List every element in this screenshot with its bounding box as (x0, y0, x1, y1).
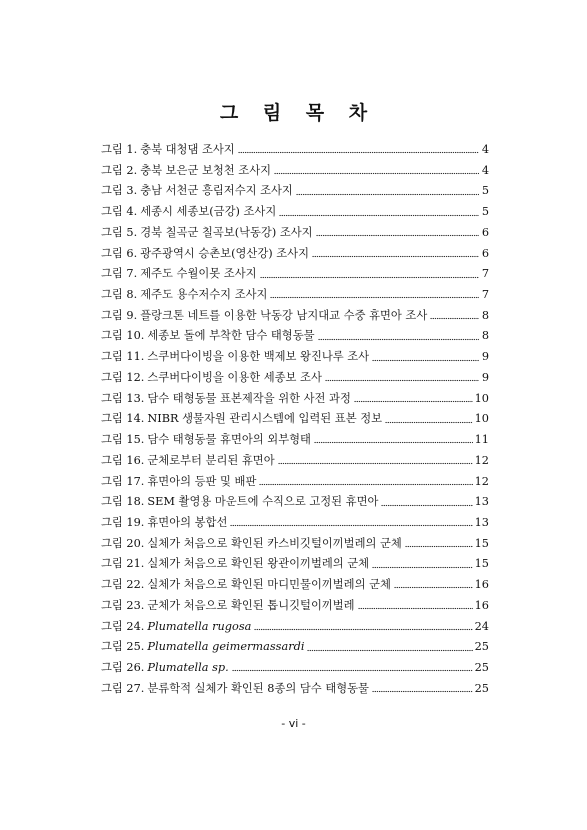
page-ref: 24 (474, 619, 489, 633)
figure-label: 그림 7. (101, 267, 138, 281)
figure-title: 세종시 세종보(금강) 조사지 (140, 205, 277, 219)
dot-leader (314, 438, 473, 444)
page-ref: 4 (481, 143, 489, 156)
toc-entry[interactable] (101, 596, 489, 617)
figure-label: 그림 19. (101, 515, 145, 529)
page-ref: 6 (481, 246, 489, 260)
figure-label: 그림 26. (101, 660, 145, 674)
page-ref: 8 (481, 308, 489, 322)
figure-label: 그림 15. (101, 433, 145, 447)
figure-title: 군체가 처음으로 확인된 톱니깃털이끼벌레 (147, 598, 355, 612)
page-ref: 25 (474, 660, 489, 674)
toc-entry[interactable] (101, 430, 489, 451)
toc-entry[interactable] (101, 306, 489, 327)
toc-entry[interactable] (101, 161, 489, 182)
toc-entry[interactable] (101, 534, 489, 555)
dot-leader (372, 563, 473, 569)
figure-title: 충남 서천군 흥림저수지 조사지 (140, 184, 293, 198)
toc-entry[interactable] (101, 658, 489, 679)
dot-leader (232, 666, 473, 672)
dot-leader (381, 501, 472, 507)
figure-label: 그림 13. (101, 391, 145, 405)
page-title: 그 림 목 차 (219, 102, 377, 124)
page-ref: 8 (481, 329, 489, 343)
figure-label: 그림 12. (101, 370, 145, 384)
dot-leader (238, 148, 479, 154)
dot-leader (354, 397, 473, 403)
figure-title: 담수 태형동물 표본제작을 위한 사전 과정 (147, 391, 351, 405)
dot-leader (430, 314, 479, 320)
dot-leader (316, 231, 479, 237)
dot-leader (372, 687, 473, 693)
figure-title: SEM 촬영용 마운트에 수직으로 고정된 휴면아 (147, 495, 379, 509)
toc-entry[interactable] (101, 617, 489, 638)
toc-entry[interactable] (101, 368, 489, 389)
page-ref: 16 (474, 598, 489, 612)
figure-title: 제주도 용수저수지 조사지 (140, 288, 268, 302)
figure-title: NIBR 생물자원 관리시스템에 입력된 표본 정보 (147, 412, 383, 426)
figure-label: 그림 17. (101, 474, 145, 488)
figure-label: 그림 4. (101, 205, 138, 219)
dot-leader (372, 356, 479, 362)
page-number: - vi - (281, 717, 306, 730)
page-ref: 25 (474, 681, 489, 695)
figure-title: 경북 칠곡군 칠곡보(낙동강) 조사지 (140, 225, 313, 239)
dot-leader (259, 480, 472, 486)
toc-entry[interactable] (101, 492, 489, 513)
page-ref: 7 (481, 267, 489, 281)
toc-entry[interactable] (101, 326, 489, 347)
figure-title: 스쿠버다이빙을 이용한 세종보 조사 (147, 370, 322, 384)
figure-list (101, 140, 489, 699)
page-ref: 11 (474, 433, 489, 447)
figure-label: 그림 18. (101, 495, 145, 509)
figure-title: Plumatella sp. (147, 660, 229, 674)
toc-entry[interactable] (101, 264, 489, 285)
figure-label: 그림 9. (101, 308, 138, 322)
figure-label: 그림 10. (101, 329, 145, 343)
page-ref: 12 (474, 453, 489, 467)
figure-title: 제주도 수월이못 조사지 (140, 267, 257, 281)
toc-entry[interactable] (101, 244, 489, 265)
dot-leader (230, 521, 472, 527)
dot-leader (279, 211, 479, 217)
figure-label: 그림 20. (101, 536, 145, 550)
page-ref: 4 (481, 163, 489, 177)
page-ref: 9 (481, 350, 489, 364)
toc-entry[interactable] (101, 554, 489, 575)
figure-label: 그림 3. (101, 184, 138, 198)
toc-entry[interactable] (101, 451, 489, 472)
figure-title: 스쿠버다이빙을 이용한 백제보 왕진나루 조사 (147, 350, 370, 364)
toc-entry[interactable] (101, 637, 489, 658)
toc-entry[interactable] (101, 409, 489, 430)
figure-title: 충북 보은군 보청천 조사지 (140, 163, 272, 177)
page-ref: 15 (474, 536, 489, 550)
page-ref: 7 (481, 288, 489, 302)
toc-entry[interactable] (101, 389, 489, 410)
page-ref: 6 (481, 225, 489, 239)
page-ref: 10 (474, 412, 489, 426)
figure-label: 그림 21. (101, 557, 145, 571)
figure-label: 그림 6. (101, 246, 138, 260)
figure-label: 그림 22. (101, 578, 145, 592)
dot-leader (270, 293, 479, 299)
figure-title: 세종보 돌에 부착한 담수 태형동물 (147, 329, 315, 343)
page-ref: 5 (481, 205, 489, 219)
toc-entry[interactable] (101, 140, 489, 161)
toc-entry[interactable] (101, 285, 489, 306)
toc-entry[interactable] (101, 575, 489, 596)
toc-entry[interactable] (101, 513, 489, 534)
toc-entry[interactable] (101, 679, 489, 700)
dot-leader (254, 625, 472, 631)
page-ref: 16 (474, 578, 489, 592)
dot-leader (318, 335, 479, 341)
figure-title: 휴면아의 봉합선 (147, 515, 228, 529)
figure-title: Plumatella geimermassardi (147, 640, 305, 654)
figure-title: 실체가 처음으로 확인된 왕관이끼벌레의 군체 (147, 557, 370, 571)
toc-entry[interactable] (101, 347, 489, 368)
figure-label: 그림 24. (101, 619, 145, 633)
dot-leader (385, 418, 473, 424)
page-ref: 13 (474, 495, 489, 509)
figure-title: 담수 태형동물 휴면아의 외부형태 (147, 433, 311, 447)
figure-label: 그림 2. (101, 163, 138, 177)
page-ref: 5 (481, 184, 489, 198)
figure-title: 군체로부터 분리된 휴면아 (147, 453, 275, 467)
dot-leader (274, 169, 479, 175)
figure-label: 그림 27. (101, 681, 145, 695)
page-ref: 10 (474, 391, 489, 405)
dot-leader (325, 376, 479, 382)
dot-leader (358, 604, 473, 610)
toc-entry[interactable] (101, 181, 489, 202)
figure-label: 그림 5. (101, 225, 138, 239)
figure-title: 광주광역시 승촌보(영산강) 조사지 (140, 246, 309, 260)
toc-entry[interactable] (101, 202, 489, 223)
figure-label: 그림 23. (101, 598, 145, 612)
figure-label: 그림 25. (101, 640, 145, 654)
figure-title: 휴면아의 등판 및 배판 (147, 474, 257, 488)
dot-leader (312, 252, 479, 258)
dot-leader (405, 542, 473, 548)
page-ref: 15 (474, 557, 489, 571)
page-ref: 9 (481, 370, 489, 384)
figure-label: 그림 16. (101, 453, 145, 467)
figure-label: 그림 1. (101, 143, 138, 156)
figure-title: 실체가 처음으로 확인된 마디민물이끼벌레의 군체 (147, 578, 391, 592)
dot-leader (260, 273, 479, 279)
figure-title: 분류학적 실체가 확인된 8종의 담수 태형동물 (147, 681, 369, 695)
toc-entry[interactable] (101, 223, 489, 244)
dot-leader (394, 583, 473, 589)
figure-label: 그림 11. (101, 350, 145, 364)
page-ref: 12 (474, 474, 489, 488)
figure-title: 실체가 처음으로 확인된 카스비깃털이끼벌레의 군체 (147, 536, 402, 550)
figure-label: 그림 8. (101, 288, 138, 302)
figure-title: 충북 대청댐 조사지 (140, 143, 235, 156)
figure-title: Plumatella rugosa (147, 619, 252, 633)
dot-leader (278, 459, 473, 465)
figure-title: 플랑크톤 네트를 이용한 낙동강 남지대교 수중 휴면아 조사 (140, 308, 428, 322)
dot-leader (307, 646, 472, 652)
toc-entry[interactable] (101, 472, 489, 493)
page-ref: 25 (474, 640, 489, 654)
figure-label: 그림 14. (101, 412, 145, 426)
page-ref: 13 (474, 515, 489, 529)
dot-leader (296, 190, 479, 196)
